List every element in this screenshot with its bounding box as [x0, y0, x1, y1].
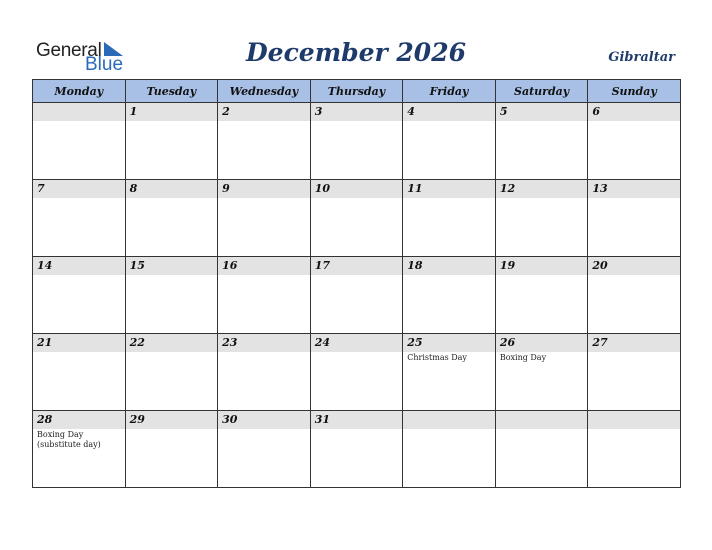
holiday-label [496, 275, 588, 277]
day-cell [403, 180, 496, 257]
day-number: 19 [496, 257, 588, 275]
day-number: 26 [496, 334, 588, 352]
weekday-header: Tuesday [125, 80, 218, 103]
holiday-label [33, 352, 125, 354]
region-label: Gibraltar [608, 50, 675, 65]
day-cell [33, 103, 126, 180]
day-cell [403, 411, 496, 488]
holiday-label: Boxing Day [499, 353, 547, 362]
weekday-header: Sunday [588, 80, 681, 103]
day-number: 14 [33, 257, 125, 275]
holiday-label [496, 121, 588, 123]
holiday-label [126, 275, 218, 277]
day-number: 29 [126, 411, 218, 429]
holiday-label [218, 352, 310, 354]
weekday-header: Friday [403, 80, 496, 103]
weekday-header-row [33, 80, 681, 103]
holiday-label [588, 121, 680, 123]
holiday-label: Christmas Day [407, 353, 467, 362]
holiday-label [311, 429, 403, 431]
day-number: 13 [588, 180, 680, 198]
holiday-label [496, 429, 588, 431]
day-cell [588, 257, 681, 334]
day-number [496, 411, 588, 429]
day-cell [125, 103, 218, 180]
day-number [403, 411, 495, 429]
day-number: 24 [311, 334, 403, 352]
day-number: 21 [33, 334, 125, 352]
day-number: 9 [218, 180, 310, 198]
day-cell [588, 411, 681, 488]
day-number: 3 [311, 103, 403, 121]
day-number: 31 [311, 411, 403, 429]
holiday-label [311, 275, 403, 277]
holiday-label [33, 275, 125, 277]
day-number: 15 [126, 257, 218, 275]
day-number: 8 [126, 180, 218, 198]
day-number [33, 103, 125, 121]
day-cell [588, 334, 681, 411]
day-number: 16 [218, 257, 310, 275]
holiday-label [33, 198, 125, 200]
weekday-header: Saturday [495, 80, 588, 103]
weekday-header: Wednesday [218, 80, 311, 103]
day-cell [310, 257, 403, 334]
week-row [33, 180, 681, 257]
day-number: 30 [218, 411, 310, 429]
day-cell [495, 103, 588, 180]
day-number: 12 [496, 180, 588, 198]
logo-word-blue: Blue [85, 54, 124, 75]
day-cell [125, 411, 218, 488]
day-number: 23 [218, 334, 310, 352]
day-cell [33, 334, 126, 411]
day-number: 1 [126, 103, 218, 121]
day-cell [125, 180, 218, 257]
holiday-label [403, 429, 495, 431]
day-cell [403, 334, 496, 411]
day-number: 22 [126, 334, 218, 352]
day-cell [310, 411, 403, 488]
day-cell [495, 334, 588, 411]
day-number: 27 [588, 334, 680, 352]
week-row [33, 411, 681, 488]
weekday-header: Thursday [310, 80, 403, 103]
day-cell [218, 411, 311, 488]
day-cell [495, 411, 588, 488]
day-cell [218, 103, 311, 180]
day-cell [495, 257, 588, 334]
day-cell [403, 257, 496, 334]
holiday-label [403, 198, 495, 200]
holiday-label [126, 429, 218, 431]
day-number [588, 411, 680, 429]
day-number: 6 [588, 103, 680, 121]
holiday-label [311, 352, 403, 354]
day-cell [403, 103, 496, 180]
day-number: 18 [403, 257, 495, 275]
holiday-label: Boxing Day (substitute day) [37, 430, 101, 449]
holiday-label [218, 275, 310, 277]
holiday-label [126, 352, 218, 354]
day-number: 20 [588, 257, 680, 275]
holiday-label [126, 121, 218, 123]
holiday-label [218, 198, 310, 200]
weekday-header: Monday [33, 80, 126, 103]
day-cell [310, 180, 403, 257]
holiday-label [33, 121, 125, 123]
day-number: 4 [403, 103, 495, 121]
holiday-label [218, 429, 310, 431]
day-cell [310, 334, 403, 411]
week-row [33, 334, 681, 411]
holiday-label [311, 121, 403, 123]
holiday-label [218, 121, 310, 123]
day-number: 10 [311, 180, 403, 198]
day-cell [33, 180, 126, 257]
day-cell [218, 334, 311, 411]
day-cell [588, 180, 681, 257]
holiday-label [588, 275, 680, 277]
day-cell [218, 180, 311, 257]
week-row [33, 103, 681, 180]
day-number: 5 [496, 103, 588, 121]
day-cell [125, 334, 218, 411]
holiday-label [588, 352, 680, 354]
calendar-grid [32, 79, 681, 488]
day-number: 17 [311, 257, 403, 275]
day-number: 25 [403, 334, 495, 352]
day-cell [218, 257, 311, 334]
day-cell [495, 180, 588, 257]
holiday-label [403, 275, 495, 277]
holiday-label [311, 198, 403, 200]
holiday-label [588, 198, 680, 200]
day-cell [588, 103, 681, 180]
day-cell [33, 411, 126, 488]
day-number: 7 [33, 180, 125, 198]
logo-word-general: General [36, 40, 102, 61]
day-number: 11 [403, 180, 495, 198]
day-cell [33, 257, 126, 334]
week-row [33, 257, 681, 334]
day-cell [310, 103, 403, 180]
day-cell [125, 257, 218, 334]
day-number: 28 [33, 411, 125, 429]
page-title: December 2026 [245, 38, 466, 67]
day-number: 2 [218, 103, 310, 121]
holiday-label [126, 198, 218, 200]
holiday-label [496, 198, 588, 200]
holiday-label [588, 429, 680, 431]
holiday-label [403, 121, 495, 123]
